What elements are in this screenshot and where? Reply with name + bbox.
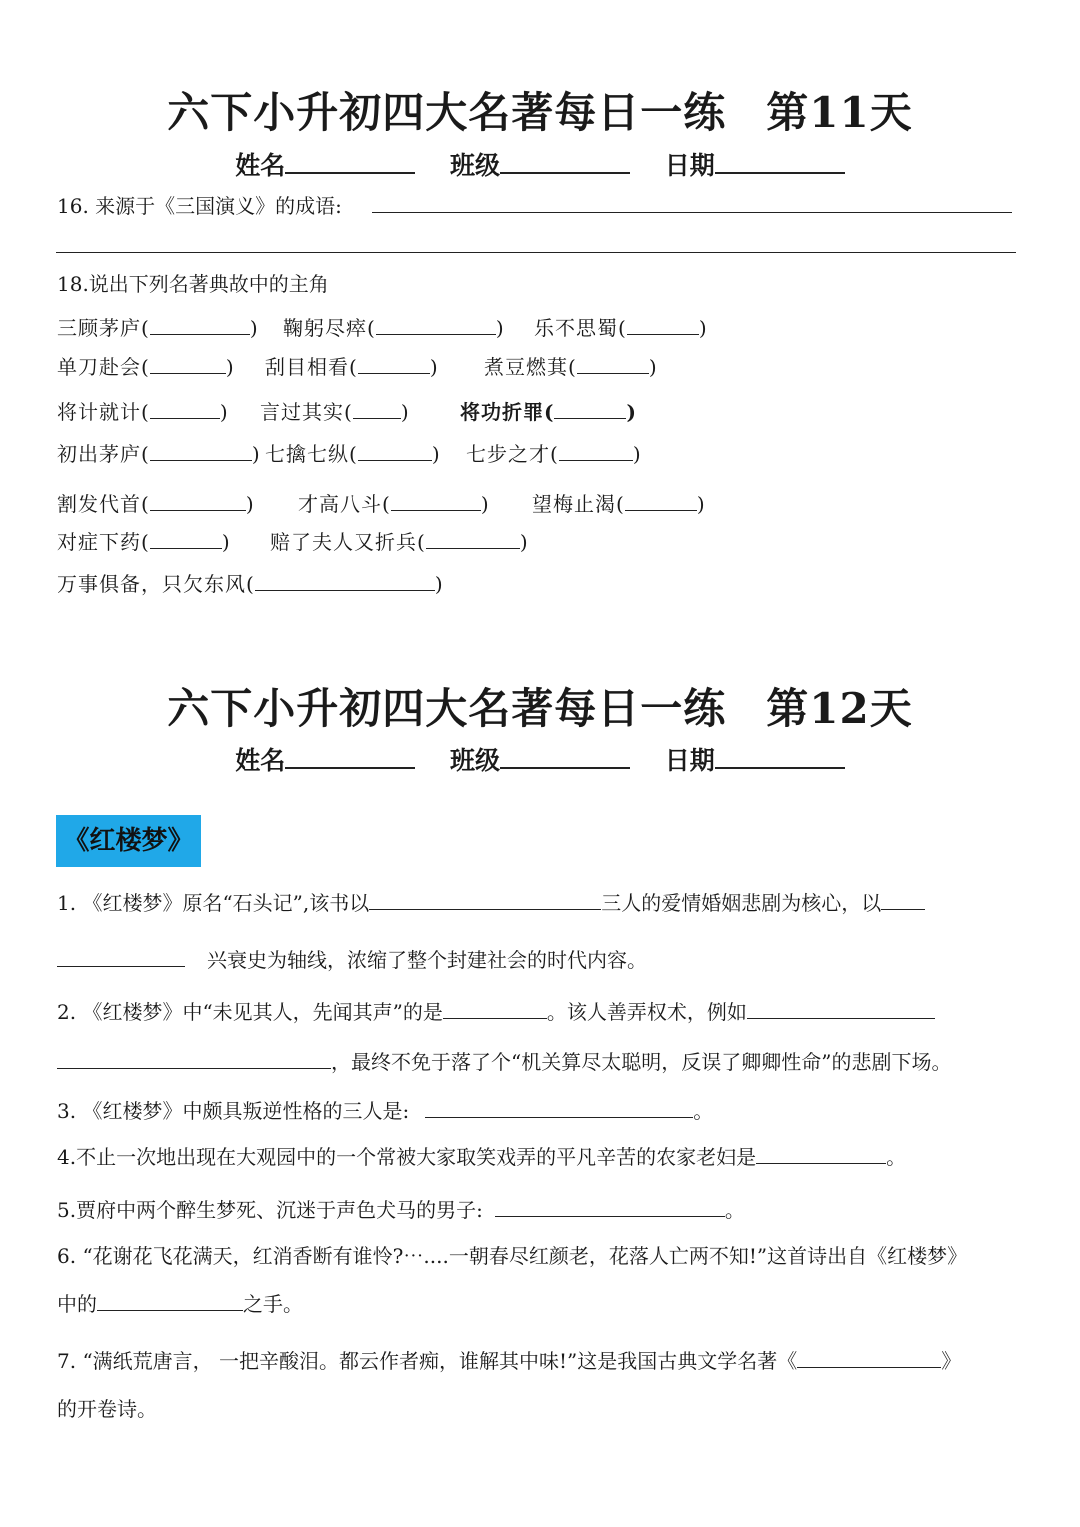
answer-blank[interactable] xyxy=(150,530,222,549)
q3-period: 。 xyxy=(693,1099,714,1123)
question-6 xyxy=(57,1240,967,1269)
close-paren: ) xyxy=(429,355,439,379)
idiom-label: 对症下药( xyxy=(57,530,150,554)
answer-blank[interactable] xyxy=(358,355,430,374)
close-paren: ) xyxy=(431,442,441,466)
class-label: 班级 xyxy=(449,746,500,775)
q7-blank[interactable] xyxy=(797,1349,941,1368)
q5-text: 5.贾府中两个醉生梦死、沉迷于声色犬马的男子: xyxy=(57,1198,483,1222)
section-tag-hongloumeng: 《红楼梦》 xyxy=(56,815,201,867)
q2-text-a: 2. 《红楼梦》中“未见其人，先闻其声”的是 xyxy=(57,1000,443,1024)
idiom-item[interactable] xyxy=(265,351,439,380)
question-5 xyxy=(57,1194,745,1223)
idiom-label: 初出茅庐( xyxy=(57,442,150,466)
class-blank[interactable] xyxy=(500,745,630,769)
q1-text-a: 1. 《红楼梦》原名“石头记”,该书以 xyxy=(57,891,370,915)
sheet1-title xyxy=(0,80,1080,140)
idiom-item[interactable] xyxy=(484,351,658,380)
idiom-label: 言过其实( xyxy=(260,400,353,424)
close-paren: ) xyxy=(648,355,658,379)
answer-blank[interactable] xyxy=(150,400,220,419)
question-1 xyxy=(57,887,925,916)
answer-blank[interactable] xyxy=(627,316,699,335)
idiom-label: 鞠躬尽瘁( xyxy=(283,316,376,340)
q3-blank[interactable] xyxy=(425,1099,693,1118)
sheet1-info-row xyxy=(0,146,1080,182)
answer-blank[interactable] xyxy=(358,442,432,461)
date-blank[interactable] xyxy=(715,745,845,769)
q2-blank-1[interactable] xyxy=(443,1000,547,1019)
close-paren: ) xyxy=(221,530,231,554)
question-4 xyxy=(57,1141,906,1170)
idiom-label: 乐不思蜀( xyxy=(534,316,627,340)
q5-period: 。 xyxy=(724,1198,745,1222)
q1-blank-1[interactable] xyxy=(369,891,601,910)
idiom-item[interactable] xyxy=(57,438,261,467)
q4-text: 4.不止一次地出现在大观园中的一个常被大家取笑戏弄的平凡辛苦的农家老妇是 xyxy=(57,1145,757,1169)
sheet1-title-text: 六下小升初四大名著每日一练 xyxy=(167,88,727,137)
idiom-item[interactable] xyxy=(466,438,642,467)
close-paren: ) xyxy=(696,492,706,516)
answer-blank[interactable] xyxy=(150,492,246,511)
answer-blank[interactable] xyxy=(426,530,520,549)
idiom-label: 七步之才( xyxy=(466,442,559,466)
q7-text-a: 7. “满纸荒唐言， 一把辛酸泪。都云作者痴，谁解其中味!”这是我国古典文学名著《 xyxy=(57,1349,798,1373)
idiom-item[interactable] xyxy=(57,396,229,425)
idiom-label: 才高八斗( xyxy=(298,492,391,516)
date-label: 日期 xyxy=(664,151,715,180)
answer-blank[interactable] xyxy=(376,316,496,335)
answer-blank[interactable] xyxy=(150,355,226,374)
question-7-cont xyxy=(57,1393,157,1422)
answer-blank[interactable] xyxy=(353,400,401,419)
sheet2-date-field[interactable] xyxy=(665,741,845,777)
q7-text-b: 》 xyxy=(941,1349,962,1373)
question-3 xyxy=(57,1095,713,1124)
idiom-label: 割发代首( xyxy=(57,492,150,516)
close-paren: ) xyxy=(495,316,505,340)
q7-text-c: 的开卷诗。 xyxy=(57,1397,157,1421)
idiom-item[interactable] xyxy=(57,526,231,555)
close-paren: ) xyxy=(400,400,410,424)
idiom-item[interactable] xyxy=(57,351,235,380)
name-blank[interactable] xyxy=(285,150,415,174)
q4-blank[interactable] xyxy=(756,1145,886,1164)
idiom-item[interactable] xyxy=(283,312,505,341)
q5-blank[interactable] xyxy=(495,1198,725,1217)
q16-answer-line-1[interactable] xyxy=(372,212,1012,213)
close-paren: ) xyxy=(225,355,235,379)
idiom-label: 刮目相看( xyxy=(265,355,358,379)
answer-blank[interactable] xyxy=(625,492,697,511)
sheet2-class-field[interactable] xyxy=(450,741,630,777)
idiom-item[interactable] xyxy=(260,396,410,425)
close-paren: ) xyxy=(698,316,708,340)
answer-blank[interactable] xyxy=(554,400,626,419)
sheet2-title xyxy=(0,676,1080,736)
close-paren: ) xyxy=(480,492,490,516)
q6-text-a: 6. “花谢花飞花满天，红消香断有谁怜?⋯....一朝春尽红颜老，花落人亡两不知!”这首诗出自《红楼梦》 xyxy=(57,1244,968,1268)
sheet1-day: 第11天 xyxy=(766,88,913,137)
class-label: 班级 xyxy=(449,151,500,180)
name-label: 姓名 xyxy=(235,151,286,180)
q16-answer-line-2[interactable] xyxy=(56,252,1016,253)
q2-text-c: ，最终不免于落了个“机关算尽太聪明，反误了卿卿性命”的悲剧下场。 xyxy=(331,1050,952,1074)
idiom-label: 将功折罪( xyxy=(460,400,555,424)
q1-blank-2b[interactable] xyxy=(57,948,185,967)
answer-blank[interactable] xyxy=(559,442,633,461)
idiom-item[interactable] xyxy=(57,568,444,597)
sheet2-title-text: 六下小升初四大名著每日一练 xyxy=(167,684,727,733)
question-2 xyxy=(57,996,935,1025)
idiom-label: 望梅止渴( xyxy=(532,492,625,516)
idiom-label: 单刀赴会( xyxy=(57,355,150,379)
answer-blank[interactable] xyxy=(255,572,435,591)
idiom-item[interactable] xyxy=(57,312,259,341)
q2-blank-2b[interactable] xyxy=(57,1050,331,1069)
name-label: 姓名 xyxy=(235,746,286,775)
question-1-cont xyxy=(57,944,647,973)
answer-blank[interactable] xyxy=(150,316,250,335)
idiom-item[interactable] xyxy=(265,438,441,467)
idiom-item[interactable] xyxy=(534,312,708,341)
q2-blank-2a[interactable] xyxy=(747,1000,935,1019)
idiom-label: 煮豆燃萁( xyxy=(484,355,577,379)
sheet2-name-field[interactable] xyxy=(235,741,415,777)
q2-text-b: 。该人善弄权术，例如 xyxy=(546,1000,747,1024)
question-16 xyxy=(57,190,342,219)
idiom-item[interactable] xyxy=(270,526,529,555)
class-blank[interactable] xyxy=(500,150,630,174)
date-label: 日期 xyxy=(664,746,715,775)
q1-text-b: 三人的爱情婚姻悲剧为核心，以 xyxy=(601,891,882,915)
sheet2-info-row xyxy=(0,741,1080,777)
close-paren: ) xyxy=(632,442,642,466)
question-2-cont xyxy=(57,1046,951,1075)
q3-text: 3. 《红楼梦》中颇具叛逆性格的三人是: xyxy=(57,1099,410,1123)
date-blank[interactable] xyxy=(715,150,845,174)
idiom-label: 七擒七纵( xyxy=(265,442,358,466)
close-paren: ) xyxy=(245,492,255,516)
sheet1-name-field[interactable] xyxy=(235,146,415,182)
question-6-cont xyxy=(57,1288,303,1317)
sheet2-day: 第12天 xyxy=(766,684,913,733)
close-paren: ) xyxy=(626,400,637,424)
question-7 xyxy=(57,1345,961,1374)
close-paren: ) xyxy=(434,572,444,596)
q6-text-c: 之手。 xyxy=(243,1292,303,1316)
q4-period: 。 xyxy=(886,1145,907,1169)
answer-blank[interactable] xyxy=(150,442,252,461)
question-18 xyxy=(57,268,329,297)
close-paren: ) xyxy=(219,400,229,424)
close-paren: ) xyxy=(249,316,259,340)
sheet1-class-field[interactable] xyxy=(450,146,630,182)
q1-blank-2a[interactable] xyxy=(881,891,925,910)
idiom-label: 赔了夫人又折兵( xyxy=(270,530,426,554)
close-paren: ) xyxy=(251,442,261,466)
q1-text-c: 兴衰史为轴线，浓缩了整个封建社会的时代内容。 xyxy=(207,948,647,972)
q6-text-b: 中的 xyxy=(57,1292,97,1316)
question-16-text: 16. 来源于《三国演义》的成语: xyxy=(57,194,342,218)
idiom-item[interactable] xyxy=(298,488,490,517)
idiom-label: 三顾茅庐( xyxy=(57,316,150,340)
q6-blank[interactable] xyxy=(97,1292,243,1311)
close-paren: ) xyxy=(519,530,529,554)
idiom-label: 将计就计( xyxy=(57,400,150,424)
name-blank[interactable] xyxy=(285,745,415,769)
question-18-text: 18.说出下列名著典故中的主角 xyxy=(57,272,329,296)
idiom-item[interactable] xyxy=(532,488,706,517)
idiom-item[interactable] xyxy=(57,488,255,517)
idiom-item[interactable] xyxy=(460,396,637,425)
answer-blank[interactable] xyxy=(391,492,481,511)
answer-blank[interactable] xyxy=(577,355,649,374)
sheet1-date-field[interactable] xyxy=(665,146,845,182)
idiom-label: 万事俱备，只欠东风( xyxy=(57,572,255,596)
